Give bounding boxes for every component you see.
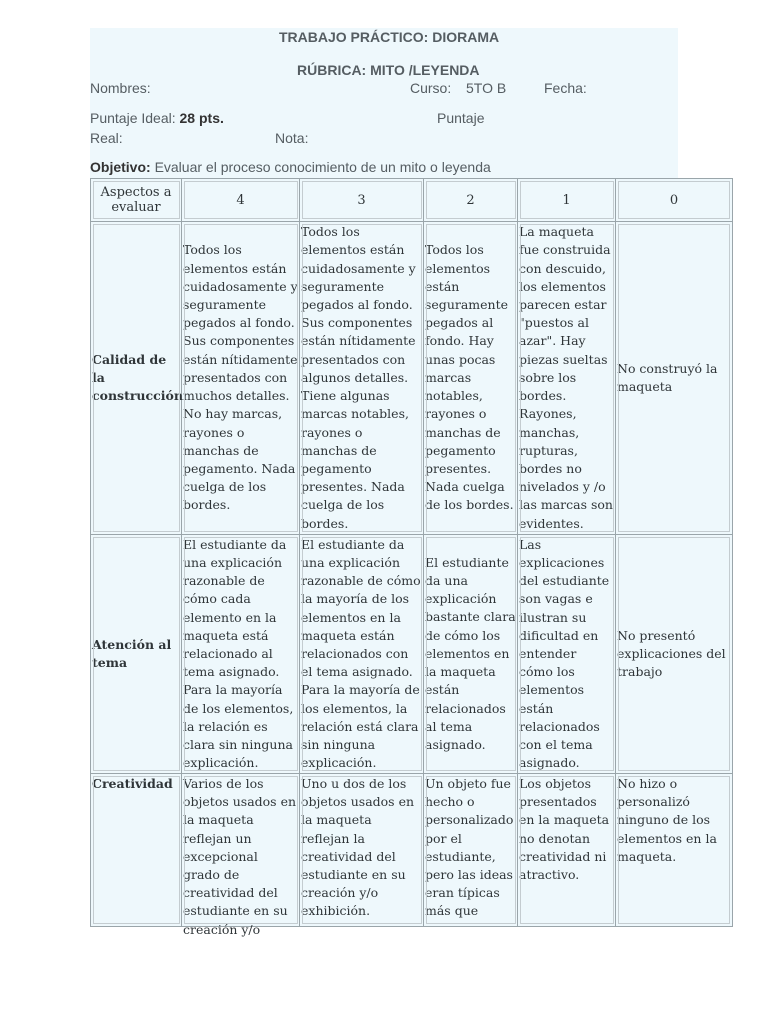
puntaje-label: Puntaje: [437, 110, 485, 126]
criterion-atencion: Atención al tema: [91, 535, 182, 773]
rubric-row-atencion: [91, 535, 732, 774]
criterion-calidad: Calidad de la construcción: [91, 222, 182, 534]
rubric-header-row: [91, 179, 732, 222]
header-background: [90, 28, 678, 178]
rubric-cell: No construyó la maqueta: [616, 222, 732, 534]
column-header-3: 3: [300, 179, 424, 221]
criterion-creatividad: Creatividad: [91, 774, 182, 926]
rubric-cell: Varios de los objetos usados en la maqueta reflejan un excepcional grado de creatividad del estudiante en su creación y/o: [182, 774, 300, 926]
rubric-cell: Todos los elementos están cuidadosamente y seguramente pegados al fondo. Sus componentes están nítidamente presentados con muchos detalles. No hay marcas, rayones o manchas de pegamento. Nada cuelga de los bordes.: [182, 222, 300, 534]
puntaje-ideal: [90, 110, 224, 127]
rubric-cell: Todos los elementos están cuidadosamente y seguramente pegados al fondo. Sus componentes están nítidamente presentados con algunos detalles. Tiene algunas marcas notables, rayones o manchas de pegamento presentes. Nada cuelga de los bordes.: [300, 222, 424, 534]
rubric-cell: No presentó explicaciones del trabajo: [616, 535, 732, 773]
rubric-cell: Todos los elementos están seguramente pegados al fondo. Hay unas pocas marcas notables, rayones o manchas de pegamento presentes. Nada cuelga de los bordes.: [424, 222, 518, 534]
column-header-0: 0: [616, 179, 732, 221]
column-header-aspectos: Aspectos a evaluar: [91, 179, 182, 221]
curso-value: 5TO B: [466, 80, 507, 96]
rubric-subtitle: RÚBRICA: MITO /LEYENDA: [297, 62, 480, 78]
rubric-cell: Un objeto fue hecho o personalizado por el estudiante, pero las ideas eran típicas más que: [424, 774, 518, 926]
document-title: TRABAJO PRÁCTICO: DIORAMA: [279, 29, 500, 45]
real-label: Real:: [90, 130, 123, 146]
column-header-1: 1: [518, 179, 616, 221]
objetivo: [90, 159, 491, 176]
rubric-row-calidad: [91, 222, 732, 535]
column-header-4: 4: [182, 179, 300, 221]
objetivo-text: Evaluar el proceso conocimiento de un mito o leyenda: [154, 159, 491, 175]
puntaje-ideal-label: Puntaje Ideal:: [90, 110, 176, 126]
rubric-cell: La maqueta fue construida con descuido, los elementos parecen estar "puestos al azar". Hay piezas sueltas sobre los bordes. Rayones, manchas, rupturas, bordes no nivelados y /o las marcas son evidentes.: [518, 222, 616, 534]
column-header-2: 2: [424, 179, 518, 221]
puntaje-ideal-value: 28 pts.: [179, 110, 224, 126]
rubric-cell: El estudiante da una explicación razonable de cómo cada elemento en la maqueta está relacionado al tema asignado. Para la mayoría de los elementos, la relación es clara sin ninguna explicación.: [182, 535, 300, 773]
curso-label: Curso:: [410, 80, 452, 96]
rubric-cell: El estudiante da una explicación bastante clara de cómo los elementos en la maqueta están relacionados al tema asignado.: [424, 535, 518, 773]
rubric-cell: Uno u dos de los objetos usados en la maqueta reflejan la creatividad del estudiante en su creación y/o exhibición.: [300, 774, 424, 926]
objetivo-label: Objetivo:: [90, 159, 151, 175]
fecha-label: Fecha:: [544, 80, 587, 96]
nota-label: Nota:: [275, 130, 309, 146]
rubric-cell: Las explicaciones del estudiante son vagas e ilustran su dificultad en entender cómo los elementos están relacionados con el tema asignado.: [518, 535, 616, 773]
rubric-cell: No hizo o personalizó ninguno de los elementos en la maqueta.: [616, 774, 732, 926]
rubric-row-creatividad: [91, 774, 732, 937]
nombres-label: Nombres:: [90, 80, 151, 96]
rubric-table: [90, 178, 733, 937]
rubric-cell: El estudiante da una explicación razonable de cómo la mayoría de los elementos en la maqueta están relacionados con el tema asignado. Para la mayoría de los elementos, la relación está clara sin ninguna explicación.: [300, 535, 424, 773]
rubric-cell: Los objetos presentados en la maqueta no denotan creatividad ni atractivo.: [518, 774, 616, 926]
